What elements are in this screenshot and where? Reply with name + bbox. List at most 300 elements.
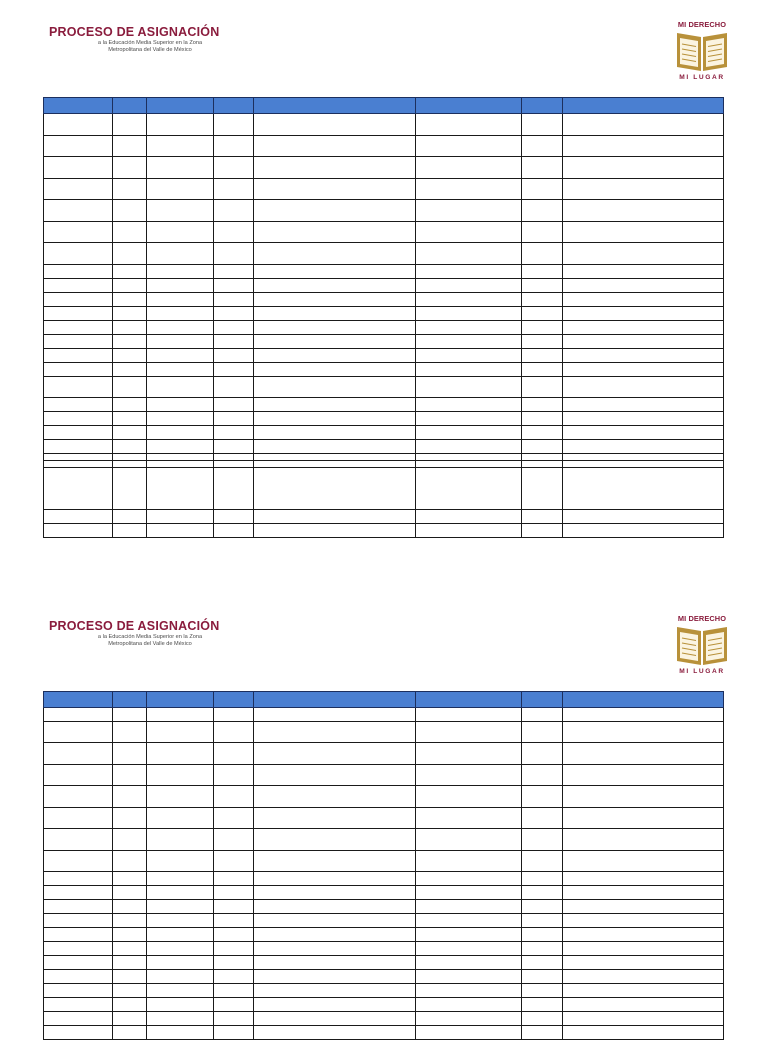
- table-cell: [147, 886, 214, 900]
- table-cell: [113, 900, 147, 914]
- table-cell: [563, 363, 724, 377]
- table-cell: [214, 243, 254, 265]
- table-cell: [44, 293, 113, 307]
- page-subtitle-line-2: Metropolitana del Valle de México: [108, 47, 192, 53]
- table-cell: [214, 851, 254, 872]
- table-cell: [214, 468, 254, 510]
- table-cell: [254, 349, 416, 363]
- table-cell: [44, 1012, 113, 1026]
- table-cell: [44, 349, 113, 363]
- table-cell: [254, 279, 416, 293]
- page-title: PROCESO DE ASIGNACIÓN: [49, 25, 220, 39]
- table-cell: [214, 454, 254, 461]
- table-cell: [254, 956, 416, 970]
- table-cell: [147, 426, 214, 440]
- table-cell: [254, 440, 416, 454]
- table-row: [44, 307, 724, 321]
- table-cell: [563, 279, 724, 293]
- table-cell: [522, 765, 563, 786]
- table-cell: [522, 222, 563, 243]
- table-cell: [44, 743, 113, 765]
- open-book-icon: [676, 30, 728, 72]
- table-cell: [113, 722, 147, 743]
- table-cell: [214, 179, 254, 200]
- table-cell: [147, 829, 214, 851]
- table-cell: [522, 928, 563, 942]
- table-cell: [522, 872, 563, 886]
- table-cell: [416, 265, 522, 279]
- table-cell: [113, 956, 147, 970]
- table-cell: [44, 942, 113, 956]
- table-cell: [416, 524, 522, 538]
- table-cell: [254, 335, 416, 349]
- table-cell: [563, 942, 724, 956]
- table-cell: [147, 851, 214, 872]
- table-cell: [522, 970, 563, 984]
- table-cell: [254, 243, 416, 265]
- table-cell: [44, 984, 113, 998]
- table-cell: [416, 984, 522, 998]
- table-cell: [147, 722, 214, 743]
- table-cell: [147, 363, 214, 377]
- column-header: [147, 692, 214, 708]
- table-cell: [147, 307, 214, 321]
- table-cell: [563, 970, 724, 984]
- table-cell: [254, 708, 416, 722]
- table-cell: [416, 722, 522, 743]
- table-cell: [44, 829, 113, 851]
- table-cell: [113, 349, 147, 363]
- table-cell: [416, 956, 522, 970]
- table-row: [44, 786, 724, 808]
- table-cell: [214, 200, 254, 222]
- table-body: [44, 708, 724, 1040]
- table-cell: [214, 956, 254, 970]
- table-cell: [113, 222, 147, 243]
- page-subtitle-line-2: Metropolitana del Valle de México: [108, 641, 192, 647]
- table-row: [44, 1012, 724, 1026]
- table-cell: [563, 851, 724, 872]
- table-cell: [44, 998, 113, 1012]
- table-cell: [113, 426, 147, 440]
- table-cell: [147, 136, 214, 157]
- table-cell: [563, 157, 724, 179]
- table-cell: [522, 914, 563, 928]
- table-cell: [416, 114, 522, 136]
- table-cell: [214, 872, 254, 886]
- column-header: [44, 98, 113, 114]
- table-cell: [563, 765, 724, 786]
- table-cell: [147, 179, 214, 200]
- table-cell: [563, 786, 724, 808]
- table-cell: [522, 179, 563, 200]
- table-cell: [563, 412, 724, 426]
- table-cell: [254, 461, 416, 468]
- table-cell: [416, 468, 522, 510]
- table-cell: [44, 222, 113, 243]
- table-cell: [44, 335, 113, 349]
- table-cell: [563, 114, 724, 136]
- table-row: [44, 279, 724, 293]
- table-cell: [44, 136, 113, 157]
- table-cell: [254, 114, 416, 136]
- table-row: [44, 914, 724, 928]
- table-cell: [522, 1026, 563, 1040]
- table-cell: [214, 942, 254, 956]
- table-cell: [113, 984, 147, 998]
- table-row: [44, 510, 724, 524]
- table-cell: [147, 1012, 214, 1026]
- page-subtitle-line-1: a la Educación Media Superior en la Zona: [97, 40, 203, 46]
- table-cell: [113, 851, 147, 872]
- table-cell: [522, 900, 563, 914]
- table-cell: [254, 851, 416, 872]
- column-header: [214, 98, 254, 114]
- table-cell: [44, 786, 113, 808]
- table-cell: [214, 222, 254, 243]
- logo-top-text: MI DERECHO: [677, 614, 727, 623]
- table-row: [44, 708, 724, 722]
- table-cell: [254, 222, 416, 243]
- table-cell: [147, 114, 214, 136]
- table-cell: [44, 708, 113, 722]
- table-cell: [214, 722, 254, 743]
- table-row: [44, 468, 724, 510]
- table-cell: [522, 708, 563, 722]
- table-row: [44, 765, 724, 786]
- table-cell: [416, 293, 522, 307]
- table-row: [44, 200, 724, 222]
- table-cell: [113, 708, 147, 722]
- table-cell: [44, 363, 113, 377]
- table-cell: [147, 243, 214, 265]
- table-cell: [147, 377, 214, 398]
- table-cell: [522, 363, 563, 377]
- table-cell: [254, 398, 416, 412]
- table-cell: [563, 321, 724, 335]
- table-cell: [214, 377, 254, 398]
- table-cell: [563, 998, 724, 1012]
- table-cell: [113, 114, 147, 136]
- table-cell: [113, 928, 147, 942]
- table-cell: [147, 349, 214, 363]
- table-cell: [214, 900, 254, 914]
- table-cell: [416, 808, 522, 829]
- table-cell: [563, 293, 724, 307]
- table-cell: [563, 510, 724, 524]
- table-cell: [147, 200, 214, 222]
- table-row: [44, 743, 724, 765]
- table-cell: [44, 765, 113, 786]
- table-cell: [214, 307, 254, 321]
- table-cell: [522, 998, 563, 1012]
- table-row: [44, 321, 724, 335]
- table-cell: [254, 1012, 416, 1026]
- table-cell: [214, 157, 254, 179]
- table-cell: [416, 1012, 522, 1026]
- table-cell: [147, 293, 214, 307]
- table-cell: [44, 956, 113, 970]
- table-cell: [214, 829, 254, 851]
- table-cell: [563, 440, 724, 454]
- table-cell: [254, 524, 416, 538]
- logo-top-text: MI DERECHO: [677, 20, 727, 29]
- table-cell: [44, 321, 113, 335]
- table-cell: [563, 179, 724, 200]
- table-cell: [563, 265, 724, 279]
- table-cell: [147, 928, 214, 942]
- column-header: [563, 98, 724, 114]
- column-header: [563, 692, 724, 708]
- table-cell: [563, 829, 724, 851]
- table-cell: [254, 510, 416, 524]
- table-cell: [147, 970, 214, 984]
- table-cell: [522, 307, 563, 321]
- table-cell: [44, 200, 113, 222]
- table-cell: [254, 928, 416, 942]
- table-cell: [563, 426, 724, 440]
- table-cell: [522, 279, 563, 293]
- table-cell: [416, 179, 522, 200]
- table-cell: [416, 851, 522, 872]
- table-cell: [44, 524, 113, 538]
- table-cell: [254, 293, 416, 307]
- table-cell: [147, 743, 214, 765]
- table-cell: [44, 426, 113, 440]
- table-row: [44, 829, 724, 851]
- table-cell: [416, 765, 522, 786]
- table-cell: [563, 335, 724, 349]
- table-row: [44, 293, 724, 307]
- table-cell: [563, 886, 724, 900]
- table-cell: [416, 1026, 522, 1040]
- table-cell: [563, 1012, 724, 1026]
- table-cell: [147, 786, 214, 808]
- table-cell: [416, 440, 522, 454]
- table-cell: [254, 321, 416, 335]
- table-cell: [44, 928, 113, 942]
- table-cell: [522, 942, 563, 956]
- table-cell: [113, 398, 147, 412]
- table-cell: [113, 307, 147, 321]
- mi-derecho-logo: [672, 612, 732, 678]
- table-cell: [522, 114, 563, 136]
- table-cell: [254, 984, 416, 998]
- table-cell: [214, 265, 254, 279]
- table-cell: [254, 998, 416, 1012]
- table-cell: [254, 412, 416, 426]
- table-cell: [416, 510, 522, 524]
- table-cell: [44, 440, 113, 454]
- table-cell: [522, 786, 563, 808]
- table-cell: [147, 335, 214, 349]
- table-cell: [214, 510, 254, 524]
- table-cell: [254, 829, 416, 851]
- table-cell: [113, 136, 147, 157]
- table-body: [44, 114, 724, 538]
- table-cell: [563, 243, 724, 265]
- table-cell: [563, 461, 724, 468]
- table-cell: [522, 440, 563, 454]
- table-cell: [44, 722, 113, 743]
- table-cell: [522, 743, 563, 765]
- table-cell: [522, 468, 563, 510]
- table-cell: [416, 900, 522, 914]
- table-cell: [522, 722, 563, 743]
- table-cell: [522, 851, 563, 872]
- table-cell: [44, 454, 113, 461]
- table-cell: [147, 765, 214, 786]
- table-cell: [214, 426, 254, 440]
- table-cell: [147, 222, 214, 243]
- table-cell: [147, 808, 214, 829]
- table-cell: [214, 524, 254, 538]
- table-row: [44, 942, 724, 956]
- table-cell: [416, 708, 522, 722]
- table-cell: [214, 440, 254, 454]
- table-cell: [416, 279, 522, 293]
- table-cell: [147, 412, 214, 426]
- table-cell: [416, 786, 522, 808]
- table-cell: [416, 998, 522, 1012]
- table-cell: [563, 900, 724, 914]
- table-row: [44, 928, 724, 942]
- table-cell: [147, 1026, 214, 1040]
- table-cell: [522, 265, 563, 279]
- table-row: [44, 970, 724, 984]
- table-cell: [563, 984, 724, 998]
- column-header: [522, 692, 563, 708]
- table-cell: [214, 349, 254, 363]
- column-header: [147, 98, 214, 114]
- table-cell: [416, 914, 522, 928]
- table-cell: [44, 412, 113, 426]
- table-cell: [563, 200, 724, 222]
- table-cell: [416, 942, 522, 956]
- page-title: PROCESO DE ASIGNACIÓN: [49, 619, 220, 633]
- table-row: [44, 243, 724, 265]
- table-cell: [522, 136, 563, 157]
- table-cell: [522, 984, 563, 998]
- table-cell: [254, 942, 416, 956]
- table-cell: [416, 377, 522, 398]
- table-cell: [214, 786, 254, 808]
- table-cell: [214, 808, 254, 829]
- table-cell: [113, 363, 147, 377]
- table-row: [44, 956, 724, 970]
- table-cell: [147, 461, 214, 468]
- table-cell: [254, 722, 416, 743]
- table-cell: [44, 461, 113, 468]
- table-cell: [522, 157, 563, 179]
- table-row: [44, 157, 724, 179]
- table-cell: [214, 279, 254, 293]
- table-cell: [113, 265, 147, 279]
- table-row: [44, 377, 724, 398]
- table-cell: [254, 426, 416, 440]
- table-cell: [254, 970, 416, 984]
- table-cell: [113, 510, 147, 524]
- table-cell: [147, 265, 214, 279]
- table-cell: [522, 412, 563, 426]
- table-row: [44, 363, 724, 377]
- table-cell: [563, 928, 724, 942]
- table-cell: [113, 886, 147, 900]
- table-cell: [563, 377, 724, 398]
- table-cell: [113, 321, 147, 335]
- table-cell: [416, 307, 522, 321]
- table-cell: [416, 426, 522, 440]
- table-cell: [214, 412, 254, 426]
- table-row: [44, 349, 724, 363]
- table-cell: [416, 398, 522, 412]
- table-header-row: [44, 98, 724, 114]
- table-row: [44, 886, 724, 900]
- table-cell: [214, 970, 254, 984]
- table-cell: [113, 1012, 147, 1026]
- table-cell: [563, 872, 724, 886]
- table-cell: [44, 307, 113, 321]
- table-cell: [254, 1026, 416, 1040]
- table-cell: [563, 136, 724, 157]
- table-cell: [522, 335, 563, 349]
- table-cell: [254, 743, 416, 765]
- table-cell: [44, 851, 113, 872]
- table-cell: [113, 765, 147, 786]
- table-cell: [416, 928, 522, 942]
- table-cell: [522, 461, 563, 468]
- page-subtitle-line-1: a la Educación Media Superior en la Zona: [97, 634, 203, 640]
- table-cell: [254, 900, 416, 914]
- table-cell: [563, 307, 724, 321]
- table-cell: [416, 412, 522, 426]
- table-row: [44, 524, 724, 538]
- table-cell: [44, 243, 113, 265]
- column-header: [214, 692, 254, 708]
- table-cell: [214, 886, 254, 900]
- table-cell: [416, 321, 522, 335]
- table-cell: [254, 307, 416, 321]
- table-cell: [44, 914, 113, 928]
- table-cell: [563, 808, 724, 829]
- table-cell: [147, 510, 214, 524]
- table-row: [44, 222, 724, 243]
- table-cell: [214, 914, 254, 928]
- table-cell: [147, 454, 214, 461]
- table-cell: [563, 454, 724, 461]
- table-cell: [563, 398, 724, 412]
- table-row: [44, 872, 724, 886]
- table-cell: [113, 914, 147, 928]
- table-row: [44, 1026, 724, 1040]
- table-row: [44, 808, 724, 829]
- table-cell: [44, 1026, 113, 1040]
- table-cell: [254, 363, 416, 377]
- table-cell: [147, 956, 214, 970]
- table-cell: [563, 468, 724, 510]
- table-cell: [522, 243, 563, 265]
- table-cell: [44, 900, 113, 914]
- table-cell: [113, 440, 147, 454]
- logo-bottom-text: MI LUGAR: [679, 668, 725, 675]
- table-cell: [214, 743, 254, 765]
- table-cell: [563, 222, 724, 243]
- table-cell: [563, 956, 724, 970]
- table-cell: [522, 808, 563, 829]
- table-cell: [44, 886, 113, 900]
- table-cell: [522, 200, 563, 222]
- table-cell: [113, 179, 147, 200]
